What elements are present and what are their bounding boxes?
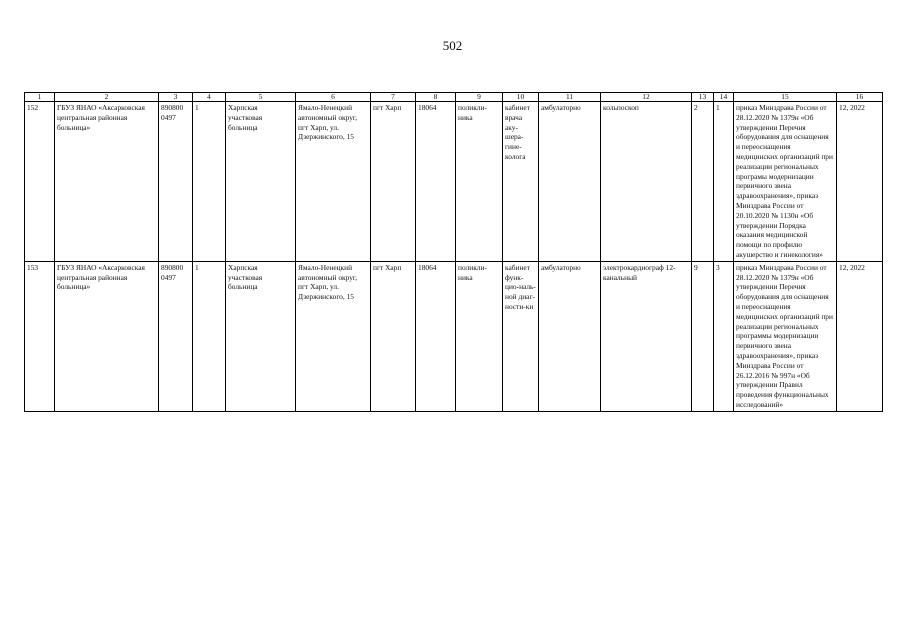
column-header: 16	[837, 93, 883, 102]
column-header: 7	[371, 93, 416, 102]
cell-col4: 1	[193, 102, 226, 262]
page-number: 502	[442, 38, 463, 53]
cell-index: 18064	[416, 102, 456, 262]
table-row	[25, 102, 883, 262]
equipment-table	[24, 92, 883, 412]
column-header: 3	[159, 93, 193, 102]
cell-room: кабинет функ-цио-наль-ной диаг-ности-ки	[503, 261, 539, 411]
cell-equipment: электрокардиограф 12-канальный	[601, 261, 692, 411]
column-header: 11	[539, 93, 601, 102]
cell-room: кабинет врача аку-шера-гине-колога	[503, 102, 539, 262]
column-header: 12	[601, 93, 692, 102]
table-row	[25, 261, 883, 411]
cell-year: 12, 2022	[837, 102, 883, 262]
header-row	[25, 93, 883, 102]
column-header: 5	[226, 93, 296, 102]
cell-col13: 9	[692, 261, 714, 411]
cell-address: Ямало-Ненецкий автономный округ, пгт Харп, ул. Дзержинского, 15	[296, 102, 371, 262]
cell-number: 152	[25, 102, 55, 262]
cell-col14: 3	[714, 261, 734, 411]
cell-organization: ГБУЗ ЯНАО «Аксарковская центральная районная больница»	[55, 102, 159, 262]
cell-basis: приказ Минздрава России от 28.12.2020 № 1379н «Об утверждении Перечня оборудования для оснащения и переоснащения медицинских организаций при реализации региональных програмы модернизации первичного звена здравоохранения», приказ Минздрава России от 20.10.2020 № 1130н «Об утверждении Порядка оказания медицинской помощи по профилю акушерство и гинекология»	[734, 102, 837, 262]
cell-col14: 1	[714, 102, 734, 262]
cell-locality: пгт Харп	[371, 102, 416, 262]
column-header: 4	[193, 93, 226, 102]
cell-care-type: амбулаторно	[539, 102, 601, 262]
cell-locality: пгт Харп	[371, 261, 416, 411]
column-header: 9	[456, 93, 503, 102]
cell-number: 153	[25, 261, 55, 411]
column-header: 6	[296, 93, 371, 102]
cell-care-type: амбулаторно	[539, 261, 601, 411]
column-header: 1	[25, 93, 55, 102]
cell-year: 12, 2022	[837, 261, 883, 411]
cell-basis: приказ Минздрава России от 28.12.2020 № 1379н «Об утверждении Перечня оборудования для оснащения и переоснащения медицинских организаций при реализации региональных программы модернизации первичного звена здравоохранения», приказ Минздрава России от 26.12.2016 № 997н «Об утверждении Правил проведения функциональных исследований»	[734, 261, 837, 411]
cell-code: 890800 0497	[159, 102, 193, 262]
column-header: 14	[714, 93, 734, 102]
cell-index: 18064	[416, 261, 456, 411]
cell-unit: поликли-ника	[456, 102, 503, 262]
column-header: 2	[55, 93, 159, 102]
column-header: 13	[692, 93, 714, 102]
column-header: 8	[416, 93, 456, 102]
cell-col4: 1	[193, 261, 226, 411]
cell-code: 890800 0497	[159, 261, 193, 411]
cell-unit: поликли-ника	[456, 261, 503, 411]
cell-col13: 2	[692, 102, 714, 262]
cell-facility: Харпская участковая больница	[226, 102, 296, 262]
column-header: 15	[734, 93, 837, 102]
cell-facility: Харпская участковая больница	[226, 261, 296, 411]
cell-address: Ямало-Ненецкий автономный округ, пгт Харп, ул. Дзержинского, 15	[296, 261, 371, 411]
column-header: 10	[503, 93, 539, 102]
cell-organization: ГБУЗ ЯНАО «Аксарковская центральная районная больница»	[55, 261, 159, 411]
cell-equipment: кольпоскоп	[601, 102, 692, 262]
